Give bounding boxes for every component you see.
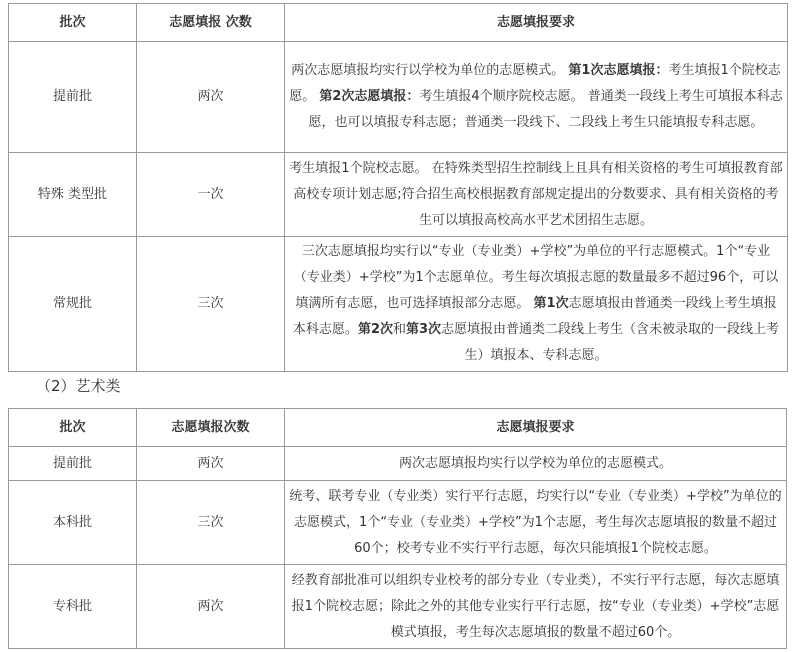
requirements-cell: [285, 153, 788, 237]
batch-cell: 特殊 类型批: [9, 153, 137, 237]
times-cell: 两次: [137, 565, 285, 649]
times-cell: 三次: [137, 481, 285, 565]
times-cell: 一次: [137, 153, 285, 237]
bold-text: 第3次: [406, 322, 442, 337]
times-cell: 三次: [137, 237, 285, 372]
batch-cell: 专科批: [9, 565, 137, 649]
text-segment: 经教育部批准可以组织专业校考的部分专业（专业类），不实行平行志愿，每次志愿填报1个院校志愿；除此之外的其他专业实行平行志愿，按“专业（专业类）+学校”志愿模式填报，考生每次志愿填报的数量不超过60个。: [291, 572, 780, 640]
batch-cell: 本科批: [9, 481, 137, 565]
header-times: 志愿填报次数: [137, 409, 285, 447]
text-segment: 志愿填报由普通类一段线上考生填报本科志愿。: [292, 296, 777, 337]
batch-cell: 提前批: [9, 447, 137, 481]
table-row: [9, 565, 787, 649]
art-admission-table: [8, 408, 787, 649]
text-segment: 志愿填报由普通类二段线上考生（含未被录取的一段线上考生）填报本、专科志愿。: [441, 322, 780, 363]
batch-cell: 提前批: [9, 42, 137, 153]
header-requirements: 志愿填报要求: [285, 4, 788, 42]
bold-text: 第2次志愿填报：: [319, 89, 420, 104]
text-segment: 两次志愿填报均实行以学校为单位的志愿模式。: [398, 455, 672, 471]
requirements-cell: [285, 237, 788, 372]
header-times: 志愿填报 次数: [137, 4, 285, 42]
header-batch: 批次: [9, 409, 137, 447]
times-cell: 两次: [137, 42, 285, 153]
table-header-row: [9, 4, 788, 42]
text-segment: 和: [392, 322, 406, 337]
general-admission-table: [8, 3, 788, 372]
table-row: [9, 42, 788, 153]
table-row: [9, 237, 788, 372]
text-segment: 三次志愿填报均实行以“专业（专业类）+学校”为单位的平行志愿模式。1个“专业（专业类）+学校”为1个志愿单位。考生每次填报志愿的数量最多不超过96个，可以填满所有志愿，也可选择填报部分志愿。: [293, 244, 779, 311]
requirements-cell: [285, 565, 787, 649]
requirements-cell: [285, 42, 788, 153]
header-batch: 批次: [9, 4, 137, 42]
header-requirements: 志愿填报要求: [285, 409, 787, 447]
batch-cell: 常规批: [9, 237, 137, 372]
times-cell: 两次: [137, 447, 285, 481]
text-segment: 考生填报1个院校志愿。: [289, 63, 781, 104]
bold-text: 第1次: [533, 296, 569, 311]
requirements-cell: [285, 447, 787, 481]
text-segment: 两次志愿填报均实行以学校为单位的志愿模式。: [291, 63, 569, 78]
requirements-cell: [285, 481, 787, 565]
table-row: [9, 481, 787, 565]
table-row: [9, 447, 787, 481]
text-segment: 考生填报1个院校志愿。 在特殊类型招生控制线上且具有相关资格的考生可填报教育部高校专项计划志愿;符合招生高校根据教育部规定提出的分数要求、具有相关资格的考生可以填报高校高水平艺术团招生志愿。: [289, 160, 783, 228]
table-row: [9, 153, 788, 237]
table-header-row: [9, 409, 787, 447]
section-heading: （2）艺术类: [36, 377, 121, 395]
bold-text: 第1次志愿填报：: [568, 63, 669, 78]
bold-text: 第2次: [357, 322, 393, 337]
text-segment: 考生填报4个顺序院校志愿。 普通类一段线上考生可填报本科志愿，也可以填报专科志愿；普通类一段线下、二段线上考生只能填报专科志愿。: [308, 89, 783, 130]
text-segment: 统考、联考专业（专业类）实行平行志愿，均实行以“专业（专业类）+学校”为单位的志愿模式，1个“专业（专业类）+学校”为1个志愿，考生每次志愿填报的数量不超过60个；校考专业不实行平行志愿，每次只能填报1个院校志愿。: [289, 488, 782, 556]
